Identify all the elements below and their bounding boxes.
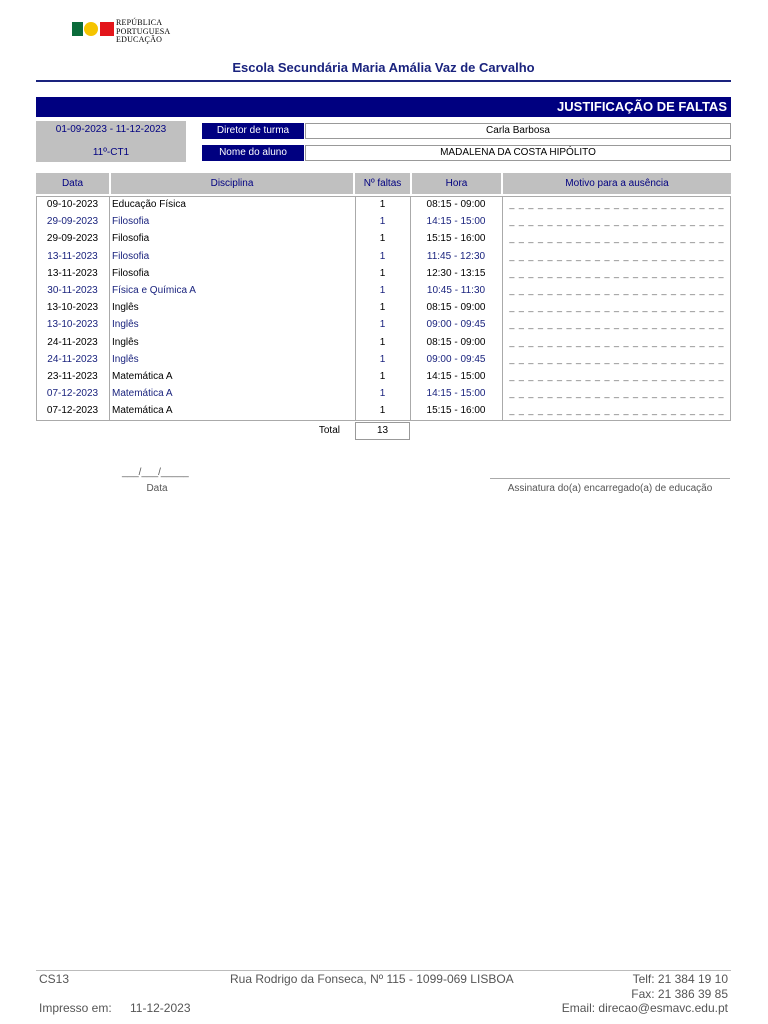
date-label: Data (146, 483, 168, 494)
header-divider (36, 80, 731, 82)
cell-hour: 14:15 - 15:00 (426, 388, 486, 400)
table-row (36, 230, 731, 247)
cell-count: 1 (379, 233, 386, 245)
cell-motive: _ _ _ _ _ _ _ _ _ _ _ _ _ _ _ _ _ _ _ _ _ _ _ (509, 353, 725, 364)
cell-hour: 14:15 - 15:00 (426, 371, 486, 382)
cell-discipline: Inglês (112, 302, 139, 314)
footer-email: Email: direcao@esmavc.edu.pt (561, 1001, 728, 1015)
logo-line-3: EDUCAÇÃO (116, 35, 163, 44)
logo-line-2: PORTUGUESA (116, 26, 171, 36)
cell-discipline: Inglês (112, 319, 139, 331)
cell-date: 07-12-2023 (46, 405, 99, 417)
cell-date: 09-10-2023 (46, 199, 99, 210)
cell-count: 1 (379, 319, 386, 331)
guardian-signature-label: Assinatura do(a) encarregado(a) de educação (507, 483, 713, 494)
table-row (36, 334, 731, 351)
cell-date: 07-12-2023 (46, 388, 99, 400)
director-label: Diretor de turma (202, 123, 304, 139)
cell-hour: 09:00 - 09:45 (426, 353, 486, 365)
cell-motive: _ _ _ _ _ _ _ _ _ _ _ _ _ _ _ _ _ _ _ _ _ _ _ (509, 216, 725, 227)
cell-motive: _ _ _ _ _ _ _ _ _ _ _ _ _ _ _ _ _ _ _ _ _ _ _ (509, 267, 725, 278)
total-label: Total (318, 425, 340, 436)
cell-date: 29-09-2023 (46, 233, 99, 245)
student-value: MADALENA DA COSTA HIPÓLITO (305, 145, 731, 161)
cell-count: 1 (379, 199, 386, 210)
cell-hour: 15:15 - 16:00 (426, 405, 486, 417)
cell-date: 13-11-2023 (47, 250, 98, 262)
table-row (36, 351, 731, 368)
republica-portuguesa-logo (72, 19, 192, 45)
cell-discipline: Matemática A (112, 371, 173, 382)
student-label: Nome do aluno (202, 145, 304, 161)
table-row (36, 385, 731, 402)
cell-hour: 10:45 - 11:30 (426, 285, 486, 296)
cell-discipline: Inglês (112, 353, 139, 365)
cell-hour: 09:00 - 09:45 (426, 319, 486, 331)
cell-motive: _ _ _ _ _ _ _ _ _ _ _ _ _ _ _ _ _ _ _ _ _ _ _ (509, 233, 725, 244)
cell-hour: 08:15 - 09:00 (426, 302, 486, 314)
cell-hour: 12:30 - 13:15 (426, 267, 486, 279)
table-row (36, 316, 731, 333)
footer-divider (36, 970, 731, 971)
printed-label: Impresso em: (39, 1001, 112, 1015)
logo-line-1: REPÚBLICA (116, 18, 163, 27)
cell-discipline: Filosofia (112, 216, 150, 228)
cell-count: 1 (379, 216, 386, 228)
cell-discipline: Educação Física (112, 199, 186, 210)
cell-date: 30-11-2023 (47, 285, 98, 296)
table-row (36, 299, 731, 316)
table-row (36, 368, 731, 385)
flag-icon (72, 22, 114, 36)
table-row (36, 265, 731, 282)
cell-motive: _ _ _ _ _ _ _ _ _ _ _ _ _ _ _ _ _ _ _ _ _ _ _ (509, 336, 725, 347)
cell-discipline: Filosofia (112, 267, 150, 279)
cell-motive: _ _ _ _ _ _ _ _ _ _ _ _ _ _ _ _ _ _ _ _ _ _ _ (509, 302, 725, 313)
header-date: Data (36, 173, 109, 194)
cell-date: 29-09-2023 (46, 216, 99, 228)
cell-date: 13-10-2023 (46, 302, 99, 314)
cell-hour: 15:15 - 16:00 (426, 233, 486, 245)
footer-phone: Telf: 21 384 19 10 (632, 972, 728, 986)
director-value: Carla Barbosa (305, 123, 731, 139)
cell-count: 1 (379, 371, 386, 382)
cell-motive: _ _ _ _ _ _ _ _ _ _ _ _ _ _ _ _ _ _ _ _ _ _ _ (509, 388, 725, 399)
cell-motive: _ _ _ _ _ _ _ _ _ _ _ _ _ _ _ _ _ _ _ _ _ _ _ (509, 250, 725, 261)
cell-hour: 08:15 - 09:00 (426, 199, 486, 210)
table-row (36, 402, 731, 419)
cell-count: 1 (379, 405, 386, 417)
cell-count: 1 (379, 353, 386, 365)
period-range: 01-09-2023 - 11-12-2023 (55, 124, 167, 135)
header-count: Nº faltas (355, 173, 410, 194)
cell-count: 1 (379, 388, 386, 400)
footer-code: CS13 (39, 972, 70, 986)
header-hour: Hora (412, 173, 501, 194)
table-row (36, 248, 731, 265)
header-motive: Motivo para a ausência (503, 173, 731, 194)
cell-date: 24-11-2023 (47, 353, 98, 365)
header-discipline: Disciplina (111, 173, 353, 194)
cell-date: 23-11-2023 (47, 371, 98, 382)
cell-date: 13-10-2023 (46, 319, 99, 331)
signature-line (490, 478, 730, 479)
cell-count: 1 (379, 267, 386, 279)
table-row (36, 282, 731, 299)
cell-motive: _ _ _ _ _ _ _ _ _ _ _ _ _ _ _ _ _ _ _ _ _ _ _ (509, 405, 725, 416)
total-value: 13 (355, 422, 410, 440)
cell-count: 1 (379, 302, 386, 314)
cell-hour: 14:15 - 15:00 (426, 216, 486, 228)
cell-motive: _ _ _ _ _ _ _ _ _ _ _ _ _ _ _ _ _ _ _ _ _ _ _ (509, 371, 725, 381)
cell-discipline: Filosofia (112, 250, 150, 262)
footer-fax: Fax: 21 386 39 85 (631, 987, 728, 1001)
table-row (36, 196, 731, 213)
cell-motive: _ _ _ _ _ _ _ _ _ _ _ _ _ _ _ _ _ _ _ _ _ _ _ (509, 199, 725, 209)
cell-count: 1 (379, 336, 386, 348)
school-name: Escola Secundária Maria Amália Vaz de Carvalho (232, 60, 535, 75)
cell-discipline: Matemática A (112, 388, 173, 400)
printed-date: 11-12-2023 (130, 1001, 191, 1015)
cell-count: 1 (379, 250, 386, 262)
class-name: 11º-CT1 (92, 147, 130, 158)
footer-address: Rua Rodrigo da Fonseca, Nº 115 - 1099-069 LISBOA (230, 972, 514, 986)
cell-motive: _ _ _ _ _ _ _ _ _ _ _ _ _ _ _ _ _ _ _ _ _ _ _ (509, 285, 725, 295)
cell-hour: 08:15 - 09:00 (426, 336, 486, 348)
cell-count: 1 (379, 285, 386, 296)
document-title: JUSTIFICAÇÃO DE FALTAS (36, 97, 731, 117)
cell-motive: _ _ _ _ _ _ _ _ _ _ _ _ _ _ _ _ _ _ _ _ _ _ _ (509, 319, 725, 330)
cell-discipline: Física e Química A (112, 285, 196, 296)
table-row (36, 213, 731, 230)
cell-discipline: Filosofia (112, 233, 150, 245)
date-blank-line: ___/___/_____ (122, 467, 189, 478)
cell-date: 13-11-2023 (47, 267, 98, 279)
cell-hour: 11:45 - 12:30 (426, 250, 486, 262)
cell-discipline: Matemática A (112, 405, 173, 417)
cell-date: 24-11-2023 (47, 336, 98, 348)
cell-discipline: Inglês (112, 336, 139, 348)
